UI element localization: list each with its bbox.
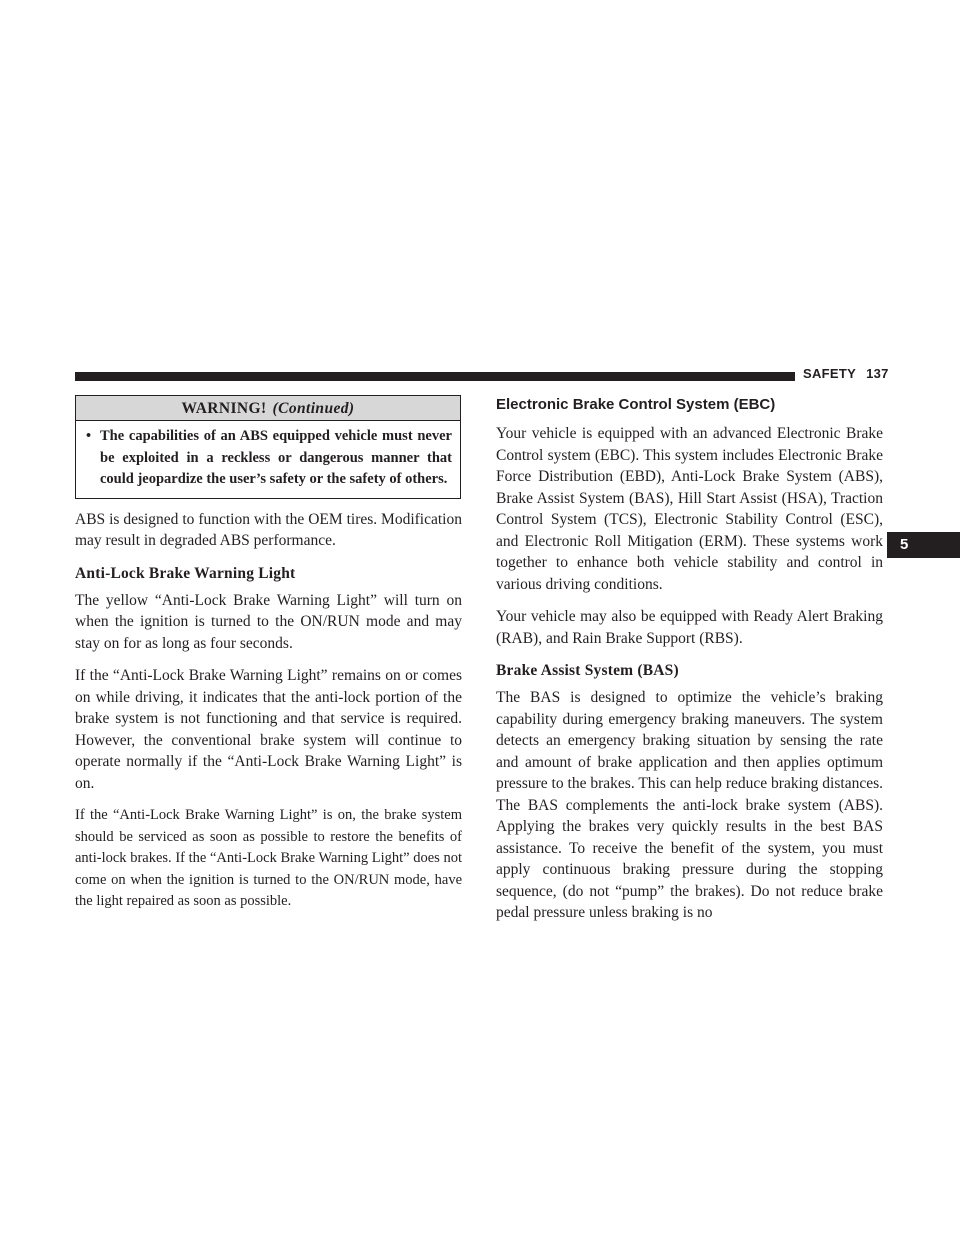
- bas-paragraph: The BAS is designed to optimize the vehicle’s braking capability during emergency braking maneuvers. The system detects an emergency braking situation by sensing the rate and amount of brake application and then applies optimum pressure to the brakes. This can help reduce braking distances. The BAS complements the anti-lock brake system (ABS). Applying the brakes very quickly results in the best BAS assistance. To receive the benefit of the system, you must apply continuous braking pressure during the stopping sequence, (do not “pump” the brakes). Do not reduce brake pedal pressure unless braking is no: [496, 689, 883, 921]
- section-title: SAFETY: [803, 366, 857, 381]
- warning-continued: (Continued): [272, 400, 355, 417]
- yellow-light-paragraph: The yellow “Anti-Lock Brake Warning Light” will turn on when the ignition is turned to the ON/RUN mode and may stay on for as long as four seconds.: [75, 591, 462, 652]
- service-paragraph: If the “Anti-Lock Brake Warning Light” is on, the brake system should be serviced as soon as possible to restore the benefits of anti-lock brakes. If the “Anti-Lock Brake Warning Light” does not come on when the ignition is turned to the ON/RUN mode, have the light repaired as soon as possible.: [75, 807, 462, 909]
- chapter-tab: 5: [887, 532, 960, 558]
- header-rule: [75, 372, 795, 381]
- warning-body: [76, 421, 460, 498]
- warning-title: WARNING!: [181, 400, 267, 417]
- ebc-heading: Electronic Brake Control System (EBC): [496, 396, 776, 413]
- light-remains-on-paragraph: If the “Anti-Lock Brake Warning Light” remains on or comes on while driving, it indicates that the anti-lock portion of the brake system is not functioning and that service is required. However, the conventional brake system will continue to operate normally if the “Anti-Lock Brake Warning Light” is on.: [75, 667, 462, 792]
- bas-heading: Brake Assist System (BAS): [496, 662, 679, 679]
- running-header: [803, 366, 898, 381]
- anti-lock-light-heading: Anti-Lock Brake Warning Light: [75, 564, 296, 582]
- abs-tires-paragraph: ABS is designed to function with the OEM tires. Modification may result in degraded ABS performance.: [75, 510, 462, 549]
- ebc-paragraph: Your vehicle is equipped with an advanced Electronic Brake Control system (EBC). This system includes Electronic Brake Force Distribution (EBD), Anti-Lock Brake System (ABS), Brake Assist System (BAS), Hill Start Assist (HSA), Traction Control System (TCS), Electronic Stability Control (ESC), and Electronic Roll Mitigation (ERM). These systems work together to enhance both vehicle stability and control in various driving conditions.: [496, 425, 883, 593]
- page-number: 137: [866, 366, 889, 381]
- bullet-icon: •: [86, 428, 92, 444]
- warning-text: The capabilities of an ABS equipped vehicle must never be exploited in a reckless or dangerous manner that could jeopardize the user’s safety or the safety of others.: [100, 428, 452, 487]
- rab-rbs-paragraph: Your vehicle may also be equipped with Ready Alert Braking (RAB), and Rain Brake Support (RBS).: [496, 608, 883, 647]
- warning-box: [75, 395, 461, 499]
- right-column: [496, 395, 883, 935]
- left-column: [75, 395, 462, 924]
- warning-header: [76, 396, 460, 421]
